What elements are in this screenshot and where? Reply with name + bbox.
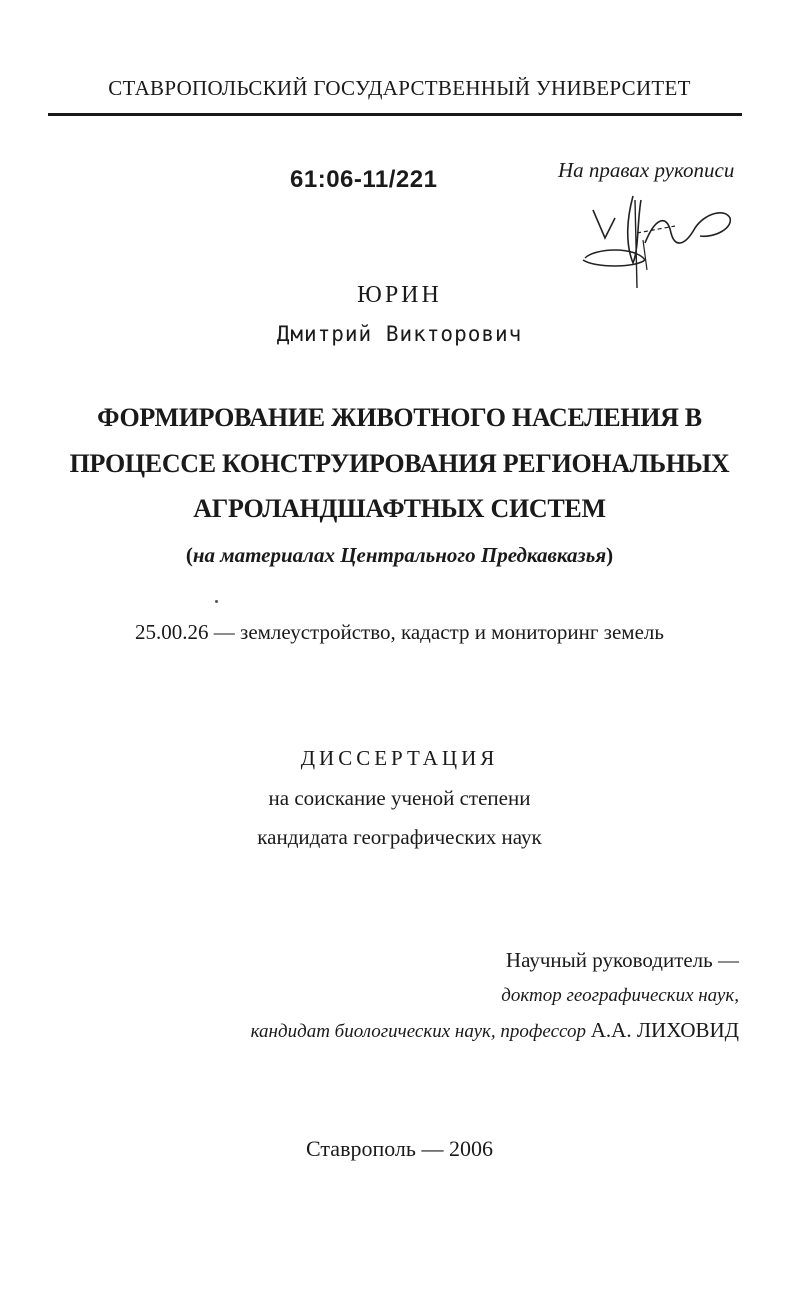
supervisor-degree-1: доктор географических наук, — [501, 985, 739, 1006]
title-line-3: АГРОЛАНДШАФТНЫХ СИСТЕМ — [193, 494, 606, 523]
title-line-2: ПРОЦЕССЕ КОНСТРУИРОВАНИЯ РЕГИОНАЛЬНЫХ — [69, 449, 730, 478]
dissertation-line-2: кандидата географических наук — [257, 825, 542, 849]
scan-speck — [215, 600, 218, 603]
supervisor-label: Научный руководитель — — [505, 948, 739, 972]
dissertation-label: ДИССЕРТАЦИЯ — [300, 746, 499, 770]
dissertation-line-1: на соискание ученой степени — [268, 786, 531, 810]
handwritten-signature — [575, 188, 735, 293]
speciality: 25.00.26 — землеустройство, кадастр и мониторинг земель — [135, 620, 664, 644]
rights-note: На правах рукописи — [558, 158, 735, 182]
author-surname: ЮРИН — [357, 282, 442, 308]
subtitle-close-paren: ) — [606, 543, 614, 567]
supervisor-name: А.А. ЛИХОВИД — [590, 1018, 739, 1042]
header-divider — [48, 113, 742, 116]
supervisor-degree-2 — [251, 1018, 739, 1043]
subtitle-open-paren: ( — [185, 543, 193, 567]
library-code: 61:06-11/221 — [290, 166, 438, 193]
author-name: Дмитрий Викторович — [276, 322, 523, 346]
university-name: СТАВРОПОЛЬСКИЙ ГОСУДАРСТВЕННЫЙ УНИВЕРСИТЕТ — [108, 76, 691, 100]
subtitle — [0, 543, 799, 568]
title-line-1: ФОРМИРОВАНИЕ ЖИВОТНОГО НАСЕЛЕНИЯ В — [97, 403, 702, 432]
supervisor-degree-2-text: кандидат биологических наук, профессор — [250, 1021, 586, 1042]
subtitle-text: на материалах Центрального Предкавказья — [192, 543, 607, 567]
city-year: Ставрополь — 2006 — [306, 1136, 493, 1161]
